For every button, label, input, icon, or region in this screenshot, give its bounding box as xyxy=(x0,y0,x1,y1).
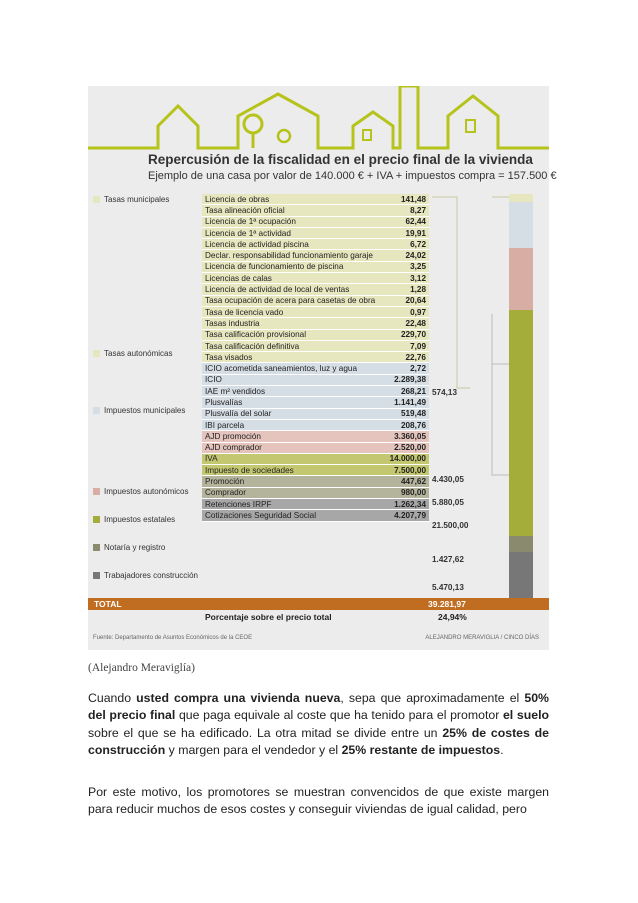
category-impuestos-estatales xyxy=(93,514,175,525)
row-value: 22,48 xyxy=(405,318,426,328)
row-value: 2.289,38 xyxy=(394,375,426,385)
row-value: 8,27 xyxy=(410,205,426,215)
row-label: IVA xyxy=(205,454,218,464)
category-tasas-autonomicas xyxy=(93,348,172,359)
category-label: Impuestos autonómicos xyxy=(104,487,189,496)
table-row xyxy=(202,194,429,205)
swatch xyxy=(93,488,100,495)
row-label: Tasas industria xyxy=(205,318,260,328)
swatch xyxy=(93,196,100,203)
row-label: Promoción xyxy=(205,477,245,487)
category-impuestos-autonomicos xyxy=(93,486,189,497)
percentage-row xyxy=(88,610,549,624)
subtotal: 5.880,05 xyxy=(432,498,464,507)
subtotal: 1.427,62 xyxy=(432,555,464,564)
text: y margen para el vendedor y el xyxy=(165,742,342,757)
bold-text: usted compra una vivienda nueva xyxy=(136,691,341,705)
row-value: 62,44 xyxy=(405,217,426,227)
source-note: Fuente: Departamento de Asuntos Económicos de la CEOE xyxy=(93,635,253,641)
row-value: 7,09 xyxy=(410,341,426,351)
row-label: Comprador xyxy=(205,488,246,498)
table-row xyxy=(202,284,429,295)
row-value: 0,97 xyxy=(410,307,426,317)
credit-note: ALEJANDRO MERAVIGLIA / CINCO DÍAS xyxy=(425,635,539,641)
subtotal: 21.500,00 xyxy=(432,521,469,530)
total-value: 39.281,97 xyxy=(428,599,466,609)
row-value: 7.500,00 xyxy=(394,465,426,475)
paragraph-1 xyxy=(88,690,549,759)
row-value: 19,91 xyxy=(405,228,426,238)
row-value: 519,48 xyxy=(400,409,426,419)
row-value: 24,02 xyxy=(405,251,426,261)
bold-text: 25% restante de impuestos xyxy=(341,742,501,757)
row-value: 3.360,05 xyxy=(394,431,426,441)
row-label: Cotizaciones Seguridad Social xyxy=(205,510,317,520)
table-row xyxy=(202,330,429,341)
category-label: Impuestos municipales xyxy=(104,406,186,415)
table-row xyxy=(202,443,429,454)
row-label: Plusvalías xyxy=(205,397,243,407)
row-value: 141,48 xyxy=(400,194,426,204)
table-row xyxy=(202,239,429,250)
row-label: IAE m² vendidos xyxy=(205,386,266,396)
row-label: Licencia de obras xyxy=(205,194,270,204)
category-label: Impuestos estatales xyxy=(104,515,176,524)
table-row xyxy=(202,217,429,228)
table-row xyxy=(202,431,429,442)
table-row xyxy=(202,262,429,273)
row-value: 20,64 xyxy=(405,296,426,306)
row-value: 3,12 xyxy=(410,273,426,283)
table-row xyxy=(202,409,429,420)
row-label: Impuesto de sociedades xyxy=(205,465,294,475)
row-label: Tasa de licencia vado xyxy=(205,307,284,317)
swatch xyxy=(93,544,100,551)
table-row xyxy=(202,375,429,386)
table-row xyxy=(202,476,429,487)
row-label: Retenciones IRPF xyxy=(205,499,272,509)
row-label: Tasa calificación provisional xyxy=(205,330,307,340)
table-row xyxy=(202,499,429,510)
table-row xyxy=(202,352,429,363)
table-row xyxy=(202,250,429,261)
table-row xyxy=(202,488,429,499)
category-impuestos-municipales xyxy=(93,405,185,416)
table-row xyxy=(202,307,429,318)
row-label: Licencia de 1ª actividad xyxy=(205,228,291,238)
subtotal: 5.470,13 xyxy=(432,583,464,592)
row-value: 14.000,00 xyxy=(389,454,426,464)
row-label: Licencia de actividad de local de ventas xyxy=(205,285,350,295)
category-label: Trabajadores construcción xyxy=(104,571,198,580)
total-label: TOTAL xyxy=(94,599,122,609)
row-value: 229,70 xyxy=(400,330,426,340)
swatch xyxy=(93,350,100,357)
table-row xyxy=(202,420,429,431)
table-row xyxy=(202,296,429,307)
swatch xyxy=(93,516,100,523)
row-value: 2,72 xyxy=(410,364,426,374)
infographic-subtitle: Ejemplo de una casa por valor de 140.000 € + IVA + impuestos compra = 157.500 € xyxy=(148,170,557,182)
tax-infographic xyxy=(88,86,557,650)
row-value: 1.141,49 xyxy=(394,397,426,407)
row-value: 4.207,79 xyxy=(394,510,426,520)
table-row xyxy=(202,318,429,329)
table-row xyxy=(202,465,429,476)
row-value: 3,25 xyxy=(410,262,426,272)
row-value: 6,72 xyxy=(410,239,426,249)
row-label: Tasa ocupación de acera para casetas de obra xyxy=(205,296,376,306)
row-label: Licencia de actividad piscina xyxy=(205,239,309,249)
text: . xyxy=(500,742,504,757)
row-label: AJD promoción xyxy=(205,431,261,441)
category-label: Notaría y registro xyxy=(104,543,166,552)
row-label: Licencias de calas xyxy=(205,273,272,283)
swatch xyxy=(93,407,100,414)
text: que paga equivale al coste que ha tenido para el promotor xyxy=(175,708,503,723)
table-row xyxy=(202,228,429,239)
subtotal: 574,13 xyxy=(432,388,458,397)
text: sobre el que se ha edificado. La otra mitad se divide entre un xyxy=(88,725,443,740)
row-value: 447,62 xyxy=(400,477,426,487)
row-value: 22,76 xyxy=(405,352,426,362)
row-value: 1,28 xyxy=(410,285,426,295)
row-value: 980,00 xyxy=(400,488,426,498)
category-trabajadores xyxy=(93,570,198,581)
row-label: Licencia de 1ª ocupación xyxy=(205,217,296,227)
row-label: Licencia de funcionamiento de piscina xyxy=(205,262,344,272)
swatch xyxy=(93,572,100,579)
table-row xyxy=(202,273,429,284)
category-label: Tasas autonómicas xyxy=(104,349,173,358)
bold-text: el suelo xyxy=(502,708,550,723)
row-label: Plusvalía del solar xyxy=(205,409,272,419)
total-bar xyxy=(88,598,549,610)
row-label: Tasa visados xyxy=(205,352,253,362)
table-row xyxy=(202,341,429,352)
infographic-title: Repercusión de la fiscalidad en el precio final de la vivienda xyxy=(148,152,533,167)
row-label: ICIO acometida saneamientos, luz y agua xyxy=(205,364,358,374)
row-value: 268,21 xyxy=(400,386,426,396)
table-row xyxy=(202,397,429,408)
stack-segment xyxy=(509,202,533,248)
table-row xyxy=(202,386,429,397)
tax-rows xyxy=(202,194,429,522)
row-value: 2.520,00 xyxy=(394,443,426,453)
row-label: AJD comprador xyxy=(205,443,262,453)
stacked-bar xyxy=(509,194,533,608)
text: Cuando xyxy=(88,691,137,705)
row-label: Tasa calificación definitiva xyxy=(205,341,300,351)
category-label: Tasas municipales xyxy=(104,195,170,204)
table-row xyxy=(202,205,429,216)
houses-skyline-illustration xyxy=(88,86,549,154)
pct-label: Porcentaje sobre el precio total xyxy=(205,612,332,622)
paragraph-2: Por este motivo, los promotores se muestran convencidos de que existe margen para reducir muchos de esos costes y conseguir viviendas de igual calidad, pero xyxy=(88,785,549,817)
image-caption: (Alejandro Meraviglía) xyxy=(88,662,195,674)
stack-segment xyxy=(509,194,533,202)
text: , sepa que aproximadamente el xyxy=(340,691,525,705)
table-row xyxy=(202,363,429,374)
bracket-lines xyxy=(432,194,512,594)
row-label: Declar. responsabilidad funcionamiento garaje xyxy=(205,251,373,261)
bold-text: 25% de costes de construcción xyxy=(88,725,550,757)
row-label: IBI parcela xyxy=(205,420,245,430)
stack-segment xyxy=(509,310,533,536)
row-label: ICIO xyxy=(205,375,222,385)
stack-segment xyxy=(509,248,533,310)
subtotal: 4.430,05 xyxy=(432,475,464,484)
row-value: 208,76 xyxy=(400,420,426,430)
category-tasas-municipales xyxy=(93,194,169,205)
category-notaria-registro xyxy=(93,542,165,553)
row-value: 1.262,34 xyxy=(394,499,426,509)
stack-segment xyxy=(509,536,533,552)
bold-text: 50% del precio final xyxy=(88,691,549,723)
table-row xyxy=(202,510,429,521)
row-label: Tasa alineación oficial xyxy=(205,205,285,215)
pct-value: 24,94% xyxy=(438,612,467,622)
table-row xyxy=(202,454,429,465)
